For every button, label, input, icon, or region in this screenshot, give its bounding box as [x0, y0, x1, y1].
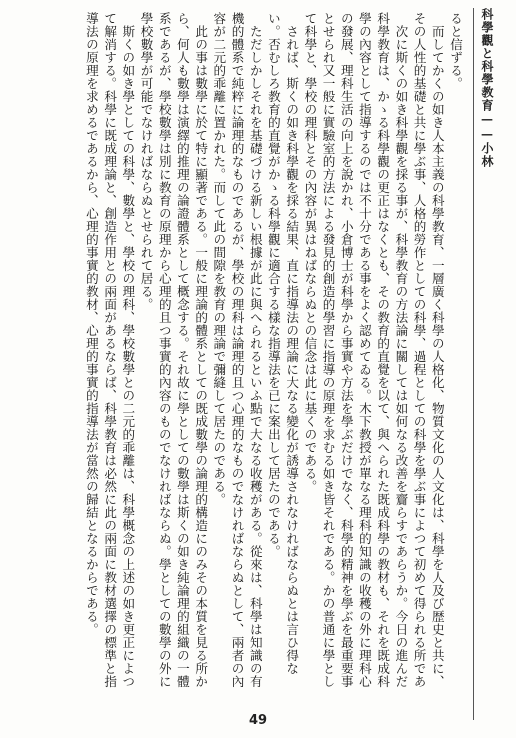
paragraph: 此の事は數學に於て特に顯著である。一般に理論的體系としての既成數學の論理的構造にのみその本質を見る所から、何人も數學は演繹的推理の論證體系として概念する。それ故に學としての數學は斯くの如き純論理的組織の一體系であるが、學校數學は別に教育の原理から心理的且つ事實的內容のものでなければならぬ。學としての數學の外に學校數學が可能でなければならぬとせられて居る。 — [138, 12, 209, 688]
paragraph: ただしかしそれを基礎づける新しい根據が此に與へられるといふ點で大なる收穫がある。從來は、科學は知識の有機的體系で純粹に論理的なものであるが、學校の理科は論理的且つ心理的なものでなければならぬとして、兩者の內容が二元的乖離に置かれた。而して此の間隙を教育の理論で彌縫して居たのである。 — [211, 12, 263, 688]
paragraph: 而してかくの如き人本主義の科學教育、一層廣く科學の人格化、物質文化の人文化は、科學を人及び歴史と共に、その人性的基礎と共に學ぶ事、人格的勞作としての科學、過程としての科學を學ぶ事によつて初めて得られる所であ — [411, 12, 445, 688]
page-number: 49 — [248, 713, 268, 728]
header-rule — [473, 8, 474, 720]
paragraph: されば、斯くの如き科學觀を採る結果、直に指導法の理論に大なる變化が誘導されなければならぬとは言ひ得ない。否むしろ教育的直覺がかゝる科學觀に適合する樣な指導法を已に案出して居たのである。 — [265, 12, 300, 675]
paragraph: 次に斯くの如き科學觀を採る事が、科學教育の方法論に關しては如何なる改善を齎らすであらうか。今日の進んだ科學教育は、かゝる科學觀の更正はなくとも、その教育的直覺を以て、與へられた既成科學の教材も、それを既成科學の內容として指導するのでは不十分である事をよく認めてゐる。木下教授が單なる理科的知識の收穫の外に理科心の發展、理科生活の向上を說かれ、小倉博士が科學から事實や方法を學ぶだけでなく、科學的精神を學ぶを最重要事とせられ又一般に實驗室的方法による發見的創造的學習に指導の原理を求むる如き皆それである。かの普通に學として科學と、學校の理科とその內容が異はねばならぬとの信念は此に基くのである。 — [302, 12, 409, 688]
running-header: 科學觀と科學教育——小林 — [480, 8, 494, 168]
paragraph: ると信ずる。 — [448, 12, 463, 90]
body-text — [14, 12, 464, 696]
paragraph: 斯くの如き學としての科學、數學と、學校の理科、學校數學との二元的乖離は、科學概念の上述の如き更正によつて解消する。科學に既成理論と、創造作用との兩面があるならば、科學教育は必然に此の兩面に教材選擇の標準と指導法の原理を求めるであるから、心理的事實的教材、心理的事實的指導法が當然の歸結となるからである。 — [83, 12, 136, 688]
